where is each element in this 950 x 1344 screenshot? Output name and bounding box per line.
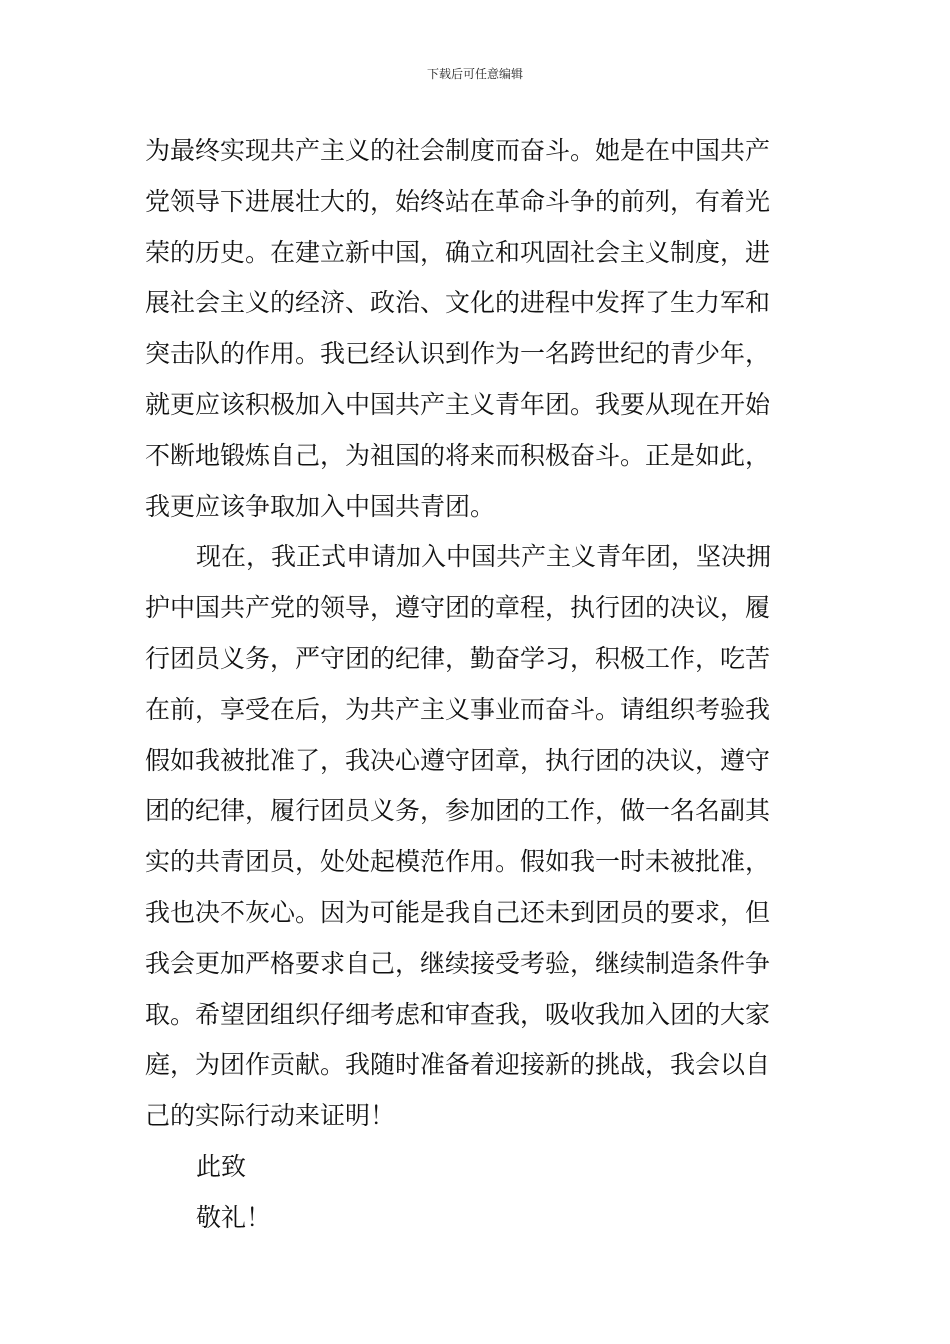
text-line: 就更应该积极加入中国共产主义青年团。我要从现在开始: [145, 389, 771, 419]
text-line: 护中国共产党的领导，遵守团的章程，执行团的决议，履: [145, 593, 771, 623]
closing: [145, 1142, 810, 1244]
text-line: 现在，我正式申请加入中国共产主义青年团，坚决拥: [196, 542, 772, 572]
closing-regards: 敬礼！: [196, 1202, 272, 1232]
text-line: 庭，为团作贡献。我随时准备着迎接新的挑战，我会以自: [145, 1050, 771, 1080]
text-line: 党领导下进展壮大的，始终站在革命斗争的前列，有着光: [145, 186, 771, 216]
text-line: 取。希望团组织仔细考虑和审查我，吸收我加入团的大家: [145, 999, 771, 1029]
text-line: 为最终实现共产主义的社会制度而奋斗。她是在中国共产: [145, 136, 771, 165]
paragraph-2: [145, 532, 810, 1142]
text-line: 我也决不灰心。因为可能是我自己还未到团员的要求，但: [145, 897, 771, 927]
text-line: 我会更加严格要求自己，继续接受考验，继续制造条件争: [145, 948, 771, 978]
text-line: 展社会主义的经济、政治、文化的进程中发挥了生力军和: [145, 288, 771, 318]
closing-salutation: 此致: [196, 1151, 247, 1181]
paragraph-1: [145, 126, 810, 532]
page-header-note: 下载后可任意编辑: [426, 67, 523, 81]
text-line: 在前，享受在后，为共产主义事业而奋斗。请组织考验我: [145, 694, 771, 724]
text-line: 不断地锻炼自己，为祖国的将来而积极奋斗。正是如此，: [145, 440, 771, 470]
text-line: 团的纪律，履行团员义务，参加团的工作，做一名名副其: [145, 796, 771, 826]
text-line: 我更应该争取加入中国共青团。: [145, 491, 496, 521]
text-line: 己的实际行动来证明！: [145, 1101, 396, 1131]
text-line: 突击队的作用。我已经认识到作为一名跨世纪的青少年，: [145, 339, 771, 369]
text-line: 假如我被批准了，我决心遵守团章，执行团的决议，遵守: [145, 745, 771, 775]
text-line: 行团员义务，严守团的纪律，勤奋学习，积极工作，吃苦: [145, 643, 771, 673]
text-line: 实的共青团员，处处起模范作用。假如我一时未被批准，: [145, 847, 771, 877]
text-line: 荣的历史。在建立新中国，确立和巩固社会主义制度，进: [145, 237, 771, 267]
letter-body: [145, 126, 810, 1244]
